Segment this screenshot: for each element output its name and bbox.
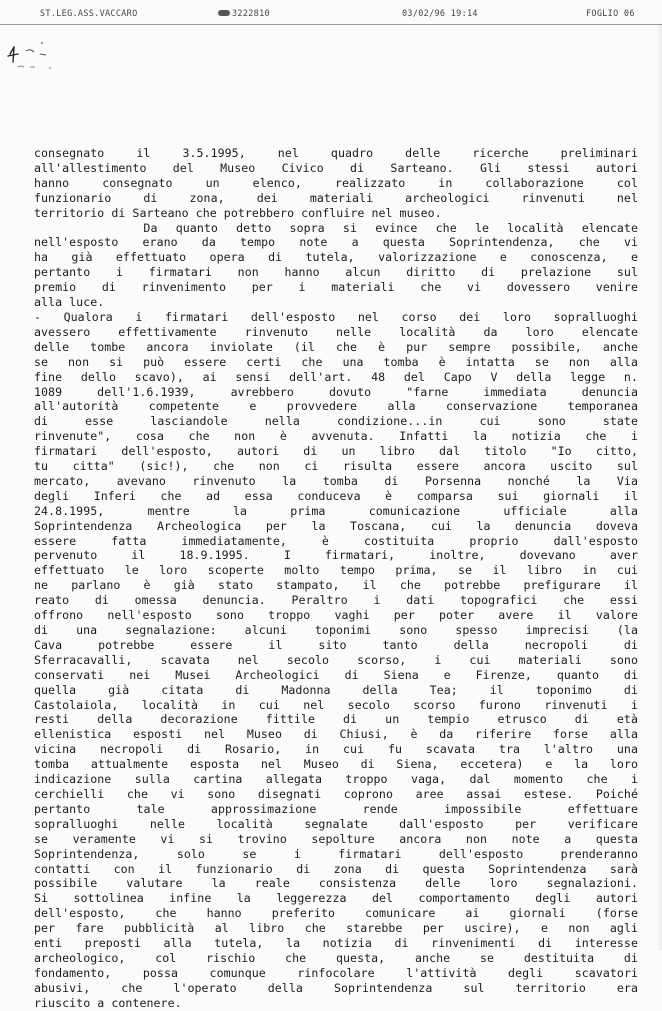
body-line: ha già effettuato opera di tutela, valorizzazione e conoscenza, e (34, 250, 638, 265)
fax-number: 3222810 (232, 9, 270, 19)
body-line: resti della decorazione fittile di un tempio etrusco di età (34, 712, 638, 727)
handwritten-margin-mark (6, 38, 68, 76)
body-line: Soprintendenza, solo se i firmatari dell'esposto prenderanno (34, 846, 638, 861)
body-line: firmatari dell'esposto, autori di un libro dal titolo "Io citto, (34, 444, 638, 459)
body-line: degli Inferi che ad essa conduceva è comparsa sui giornali il (34, 488, 638, 503)
fax-logo-icon (218, 10, 230, 16)
body-line: ellenistica esposti nel Museo di Chiusi, è da riferire forse alla (34, 727, 638, 742)
fax-page-number: FOGLIO 06 (586, 9, 635, 19)
body-line: tomba attualmente esposta nel Museo di Siena, eccetera) e la loro (34, 757, 638, 772)
body-line: 1089 dell'1.6.1939, avrebbero dovuto "farne immediata denuncia (34, 384, 638, 399)
body-line: Cava potrebbe essere il sito tanto della necropoli di (34, 637, 638, 652)
body-line: premio di rinvenimento per i materiali che vi dovessero venire (34, 280, 638, 295)
body-line: abusivi, che l'operato della Soprintendenza sul territorio era (34, 980, 638, 995)
body-line: archeologico, col rischio che questa, anche se destituita di (34, 950, 638, 965)
body-line: di esse lasciandole nella condizione...in cui sono state (34, 414, 638, 429)
body-line: Castolaiola, località in cui nel secolo scorso furono rinvenuti i (34, 697, 638, 712)
body-line: enti preposti alla tutela, la notizia di rinvenimenti di interesse (34, 936, 638, 951)
body-line: effettuato le loro scoperte molto tempo prima, se il libro in cui (34, 563, 638, 578)
body-line: avessero effettivamente rinvenuto nelle località da loro elencate (34, 324, 638, 339)
body-line: 24.8.1995, mentre la prima comunicazione ufficiale alla (34, 503, 638, 518)
body-line: fondamento, possa comunque rinfocolare l'attività degli scavatori (34, 965, 638, 980)
body-line: per fare pubblicità al libro che starebbe per uscire), e non agli (34, 921, 638, 936)
body-line: rinvenute", cosa che non è avvenuta. Infatti la notizia che i (34, 429, 638, 444)
body-line: funzionario di zona, dei materiali archeologici rinvenuti nel (34, 190, 638, 205)
body-line: offrono nell'esposto sono troppo vaghi per poter avere il valore (34, 608, 638, 623)
body-line: alla luce. (34, 295, 105, 310)
body-line: di una segnalazione: alcuni toponimi sono spesso imprecisi (la (34, 623, 638, 637)
body-line: essere fatta immediatamente, è costituita proprio dall'esposto (34, 533, 638, 548)
body-line: ne parlano è già stato stampato, il che potrebbe prefigurare il (34, 578, 638, 593)
letter-body (34, 146, 638, 1011)
body-line: riuscito a contenere. (34, 995, 182, 1010)
body-line: Soprintendenza Archeologica per la Toscana, cui la denuncia doveva (34, 518, 638, 533)
body-line: nell'esposto erano da tempo note a questa Soprintendenza, che vi (34, 235, 638, 250)
scan-edge-shadow (656, 24, 662, 950)
body-line: reato di omessa denuncia. Peraltro i dati topografici che essi (34, 593, 638, 608)
body-line: Da quanto detto sopra si evince che le località elencate (34, 220, 638, 235)
body-line: pertanto tale approssimazione rende impossibile effettuare (34, 801, 638, 816)
body-line: pervenuto il 18.9.1995. I firmatari, inoltre, dovevano aver (34, 548, 638, 563)
fax-header (0, 0, 662, 25)
body-line: Si sottolinea infine la leggerezza del comportamento degli autori (34, 891, 638, 906)
body-line: Sferracavalli, scavata nel secolo scorso, i cui materiali sono (34, 652, 638, 667)
body-line: all'allestimento del Museo Civico di Sarteano. Gli stessi autori (34, 160, 638, 175)
body-line: se veramente vi si trovino sepolture ancora non note a questa (34, 831, 638, 846)
body-line: possibile valutare la reale consistenza delle loro segnalazioni. (34, 876, 638, 891)
body-line: sopralluoghi nelle località segnalate dall'esposto per verificare (34, 816, 638, 831)
body-line: delle tombe ancora inviolate (il che è pur sempre possibile, anche (34, 339, 638, 354)
body-line: vicina necropoli di Rosario, in cui fu scavata tra l'altro una (34, 742, 638, 757)
body-line: all'autorità competente e provvedere alla conservazione temporanea (34, 399, 638, 414)
body-line: fine dello scavo), ai sensi dell'art. 48 del Capo V della legge n. (34, 369, 638, 384)
body-line: - Qualora i firmatari dell'esposto nel corso dei loro sopralluoghi (34, 309, 638, 324)
fax-datetime: 03/02/96 19:14 (402, 9, 478, 19)
body-line: contatti con il funzionario di zona di questa Soprintendenza sarà (34, 861, 638, 876)
body-line: consegnato il 3.5.1995, nel quadro delle ricerche preliminari (34, 146, 638, 160)
body-line: conservati nei Musei Archeologici di Siena e Firenze, quanto di (34, 667, 638, 682)
body-line: cerchielli che vi sono disegnati coprono aree assai estese. Poiché (34, 786, 638, 801)
body-line: territorio di Sarteano che potrebbero confluire nel museo. (34, 205, 442, 220)
body-line: quella già citata di Madonna della Tea; il toponimo di (34, 682, 638, 697)
body-line: mercato, avevano rinvenuto la tomba di Porsenna nonché la Via (34, 473, 638, 488)
body-line: se non si può essere certi che una tomba è intatta se non alla (34, 354, 638, 369)
body-line: pertanto i firmatari non hanno alcun diritto di prelazione sul (34, 265, 638, 280)
body-line: dell'esposto, che hanno preferito comunicare ai giornali (forse (34, 906, 638, 921)
body-line: tu citta" (sic!), che non ci risulta essere ancora uscito sul (34, 459, 638, 474)
body-line: indicazione sulla cartina allegata troppo vaga, dal momento che i (34, 772, 638, 787)
fax-sender: ST.LEG.ASS.VACCARO (40, 9, 138, 19)
body-line: hanno consegnato un elenco, realizzato in collaborazione col (34, 175, 638, 190)
